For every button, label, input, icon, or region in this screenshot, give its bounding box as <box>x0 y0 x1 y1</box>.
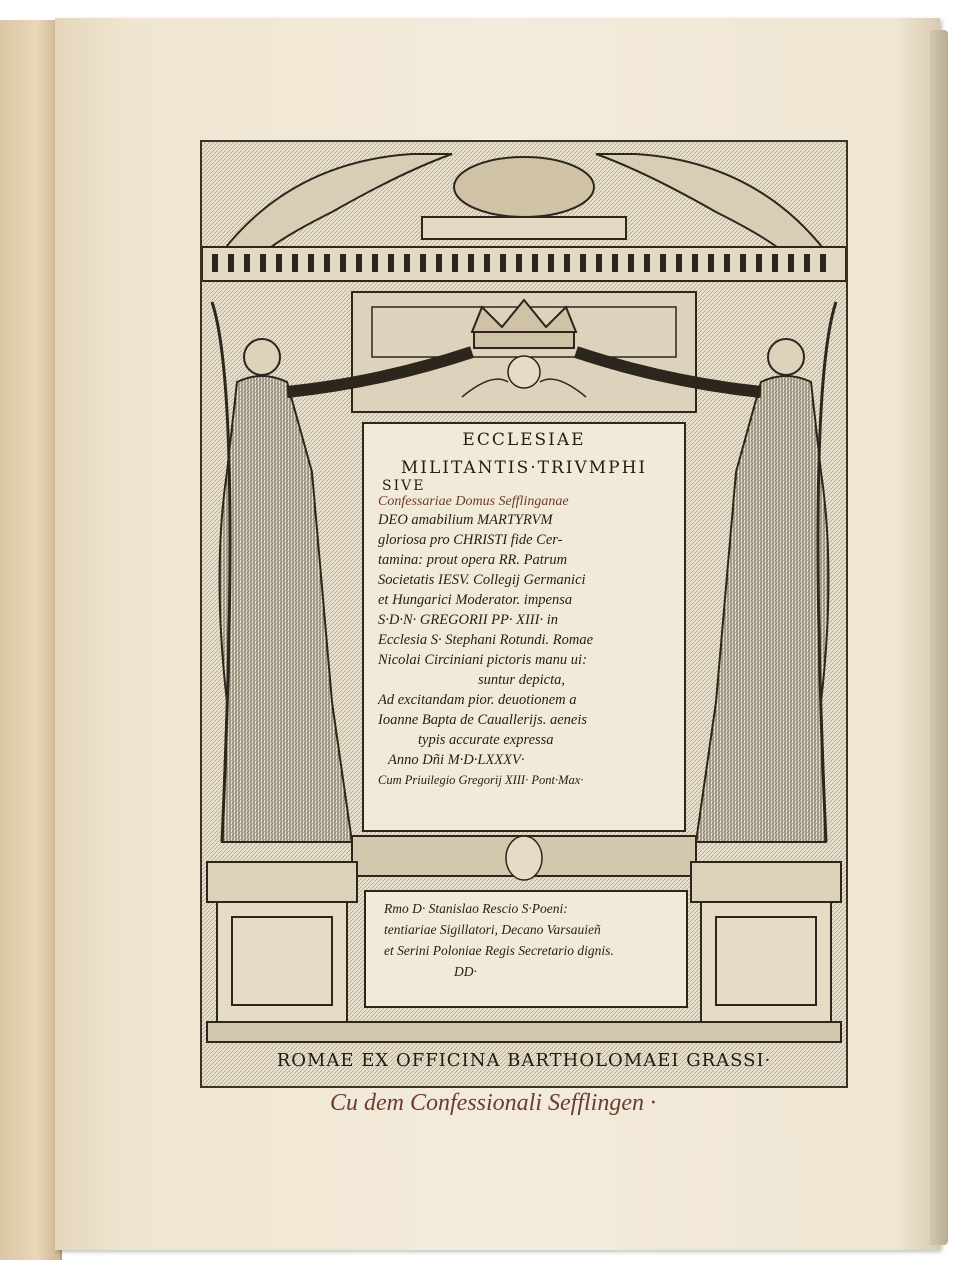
tablet-body <box>364 510 684 790</box>
title-line-1: ECCLESIAE <box>462 430 586 450</box>
dedication-line: et Serini Poloniae Regis Secretario dignis. <box>384 943 614 958</box>
handwritten-ownership-note: Confessariae Domus Sefflinganae <box>378 494 569 509</box>
cornice <box>202 247 846 281</box>
tablet-line: DEO amabilium MARTYRVM <box>378 512 553 528</box>
tablet-line: Societatis IESV. Collegij Germanici <box>378 572 586 588</box>
dedication-line: tentiariae Sigillatori, Decano Varsauieñ <box>384 922 601 937</box>
dedication-line: Rmo D· Stanislao Rescio S·Poeni: <box>384 901 568 916</box>
tablet-line: typis accurate expressa <box>418 732 554 748</box>
dedication-panel <box>364 890 688 1008</box>
tablet-line: gloriosa pro CHRISTI fide Cer- <box>378 532 563 548</box>
tablet-line: Ecclesia S· Stephani Rotundi. Romae <box>378 632 594 648</box>
mask-ornament <box>506 836 542 880</box>
title-line-3: SIVE <box>382 478 426 494</box>
title-line-2: MILITANTIS·TRIVMPHI <box>400 458 648 478</box>
engraved-plate <box>200 140 848 1088</box>
handwritten-inscription: Cu dem Confessionali Sefflingen · <box>330 1090 656 1116</box>
tablet-privilege: Cum Priuilegio Gregorij XIII· Pont·Max· <box>378 773 584 787</box>
left-page-edge <box>0 20 62 1260</box>
tablet-line: et Hungarici Moderator. impensa <box>378 592 573 608</box>
title-tablet <box>362 422 686 832</box>
imprint-line: ROMAE EX OFFICINA BARTHOLOMAEI GRASSI· <box>276 1050 772 1071</box>
garland-ornament <box>454 157 594 217</box>
tablet-line: S·D·N· GREGORII PP· XIII· in <box>378 612 558 628</box>
tablet-line: tamina: prout opera RR. Patrum <box>378 552 568 568</box>
tablet-line: Ad excitandam pior. deuotionem a <box>378 692 577 708</box>
dedication-line: DD· <box>454 964 477 979</box>
tablet-date: Anno Dñi M·D·LXXXV· <box>388 752 525 768</box>
tablet-line: suntur depicta, <box>478 672 565 688</box>
base-plinth <box>207 1022 841 1042</box>
tablet-line: Ioanne Bapta de Cauallerijs. aeneis <box>378 712 588 728</box>
tablet-line: Nicolai Circiniani pictoris manu ui: <box>378 652 587 668</box>
cherub-head <box>508 356 540 388</box>
right-page-edge <box>930 30 948 1245</box>
